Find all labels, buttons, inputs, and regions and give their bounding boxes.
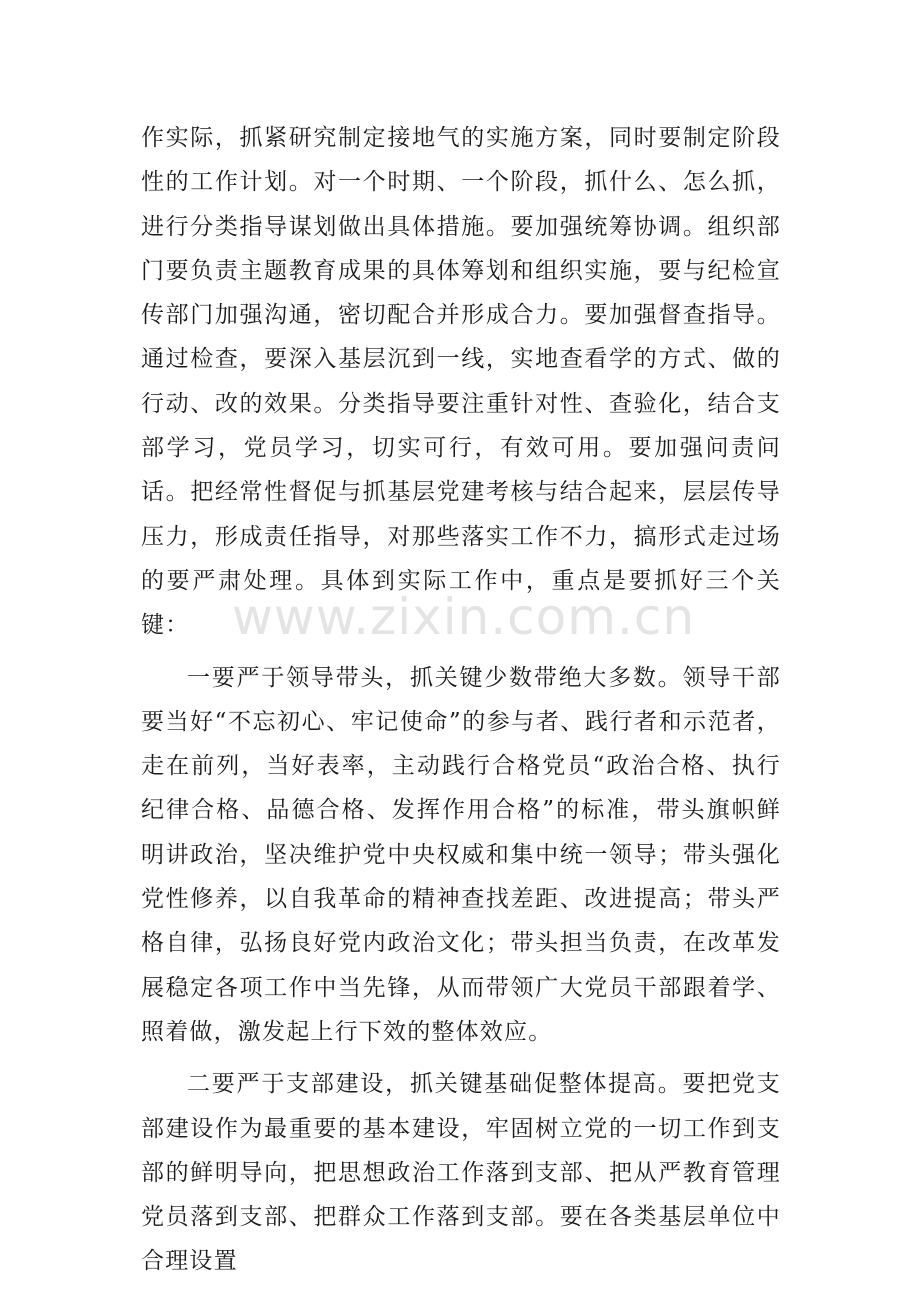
paragraph-branch-building: 二要严于支部建设，抓关键基础促整体提高。要把党支部建设作为最重要的基本建设，牢固树立党的一切工作到支部的鲜明导向，把思想政治工作落到支部、把从严教育管理党员落到支部、把群众工作落到支部。要在各类基层单位中合理设置 <box>141 1071 781 1275</box>
watermark: www.zixin.com.cn <box>232 588 696 646</box>
paragraph-continuation: 作实际，抓紧研究制定接地气的实施方案，同时要制定阶段性的工作计划。对一个时期、一个阶段，抓什么、怎么抓，进行分类指导谋划做出具体措施。要加强统筹协调。组织部门要负责主题教育成果的具体筹划和组织实施，要与纪检宣传部门加强沟通，密切配合并形成合力。要加强督查指导。通过检查，要深入基层沉到一线，实地查看学的方式、做的行动、改的效果。分类指导要注重针对性、查验化，结合支部学习，党员学习，切实可行，有效可用。要加强问责问话。把经常性督促与抓基层党建考核与结合起来，层层传导压力，形成责任指导，对那些落实工作不力，搞形式走过场的要严肃处理。具体到实际工作中，重点是要抓好三个关键： <box>141 125 781 639</box>
paragraph-leadership: 一要严于领导带头，抓关键少数带绝大多数。领导干部要当好“不忘初心、牢记使命”的参与者、践行者和示范者，走在前列，当好表率，主动践行合格党员“政治合格、执行纪律合格、品德合格、发挥作用合格”的标准，带头旗帜鲜明讲政治，坚决维护党中央权威和集中统一领导；带头强化党性修养，以自我革命的精神查找差距、改进提高；带头严格自律，弘扬良好党内政治文化；带头担当负责，在改革发展稳定各项工作中当先锋，从而带领广大党员干部跟着学、照着做，激发起上行下效的整体效应。 <box>141 664 781 1045</box>
document-body <box>141 116 781 1284</box>
